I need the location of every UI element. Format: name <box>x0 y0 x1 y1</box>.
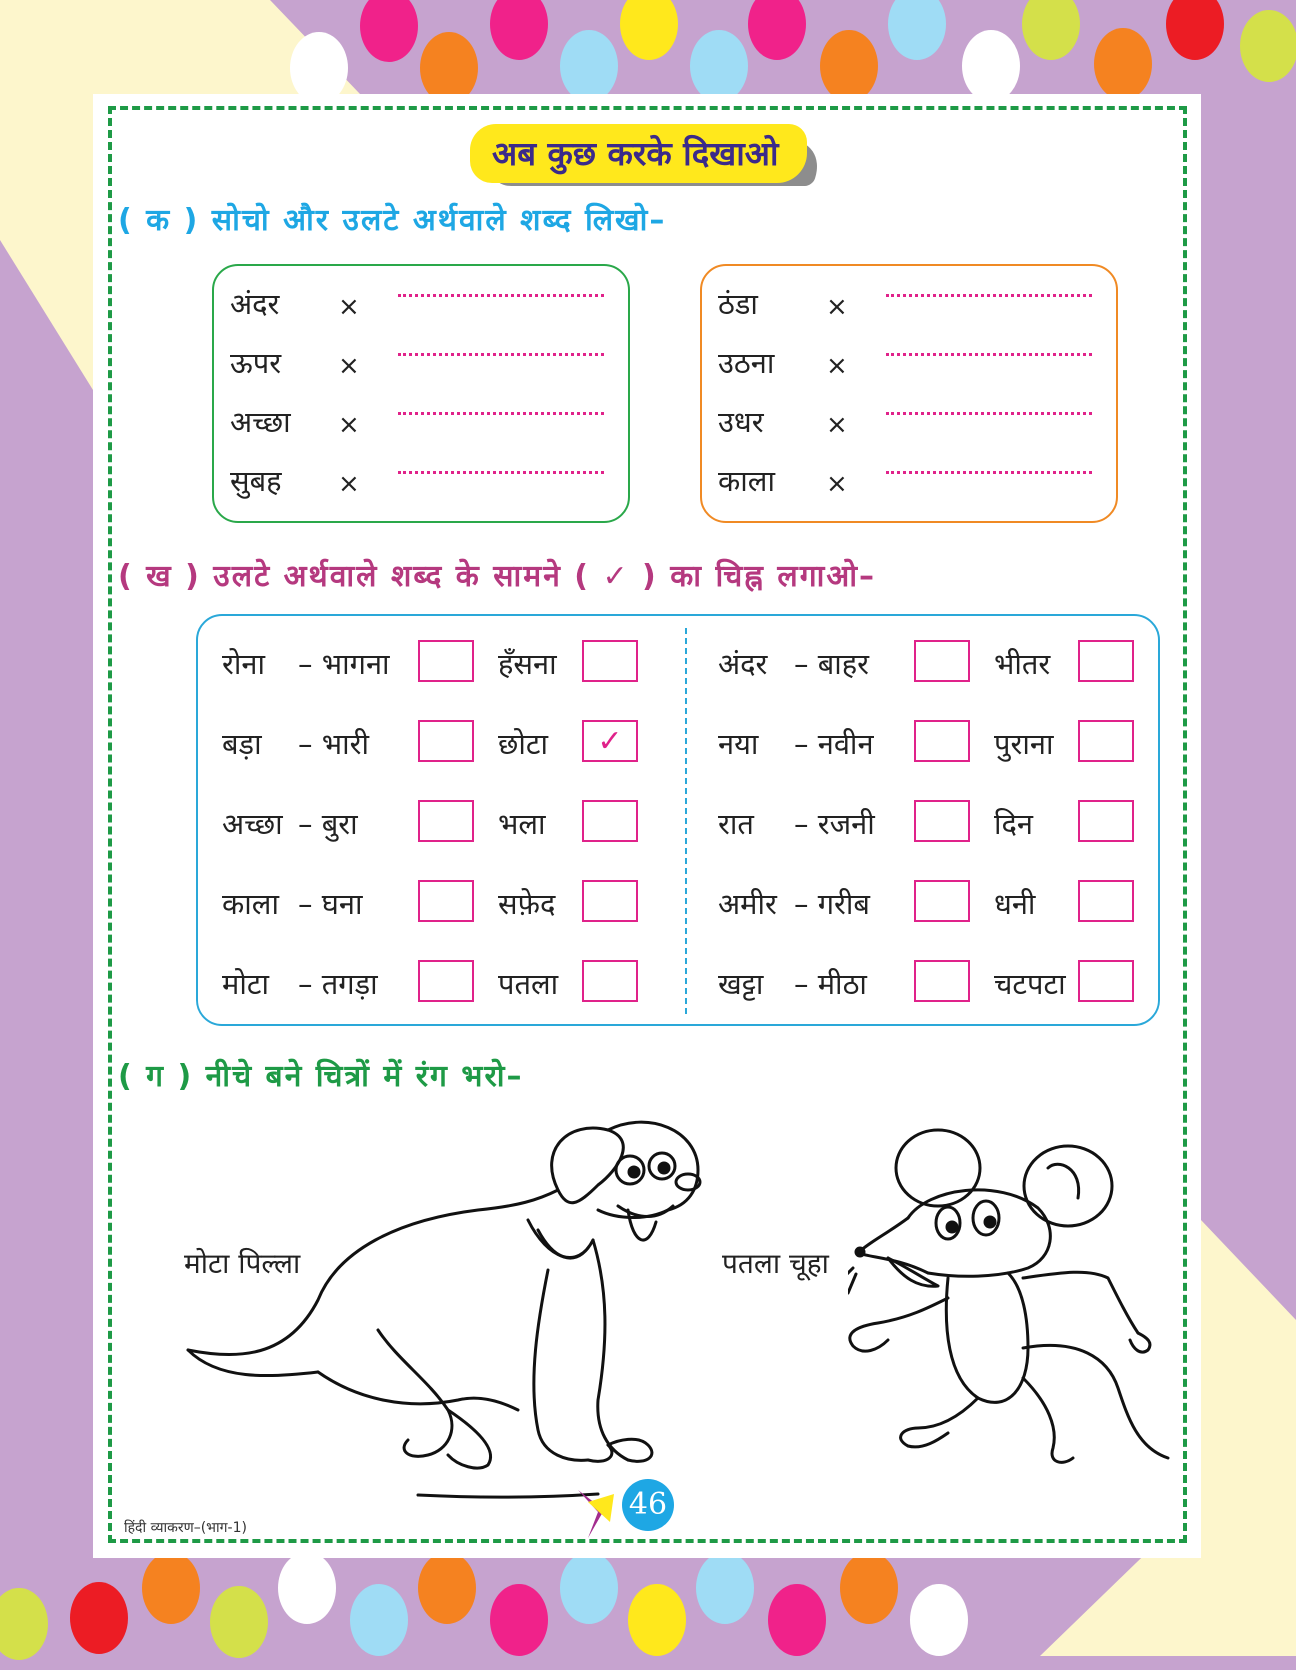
option-2-label: छोटा <box>498 727 548 761</box>
answer-line-right-3[interactable] <box>886 471 1092 474</box>
checkbox-option-1[interactable] <box>914 960 970 1002</box>
word-right-1: उठना <box>718 346 775 380</box>
opposite-symbol: × <box>338 351 360 381</box>
puppy-illustration[interactable] <box>178 1110 718 1510</box>
checkbox-option-2[interactable] <box>1078 640 1134 682</box>
panel-divider <box>685 628 687 1014</box>
word-left-1: ऊपर <box>230 346 282 380</box>
opposite-symbol: × <box>826 410 848 440</box>
page-title: अब कुछ करके दिखाओ <box>470 124 807 183</box>
tick-word-left-3: काला <box>222 887 279 921</box>
opposite-symbol: × <box>826 292 848 322</box>
option-1-label: – भागना <box>298 647 390 681</box>
opposite-symbol: × <box>338 292 360 322</box>
opposite-symbol: × <box>338 469 360 499</box>
opposite-symbol: × <box>338 410 360 440</box>
checkbox-option-1[interactable] <box>914 720 970 762</box>
tick-word-left-1: बड़ा <box>222 727 262 761</box>
opposite-symbol: × <box>826 351 848 381</box>
checkbox-option-2[interactable] <box>1078 880 1134 922</box>
word-left-2: अच्छा <box>230 405 291 439</box>
checkbox-option-1[interactable] <box>418 880 474 922</box>
option-2-label: सफ़ेद <box>498 887 556 921</box>
option-2-label: हँसना <box>498 647 557 681</box>
checkbox-option-1[interactable] <box>418 960 474 1002</box>
section-c-heading: ( ग ) नीचे बने चित्रों में रंग भरो– <box>118 1059 524 1094</box>
tick-word-right-4: खट्टा <box>718 967 764 1001</box>
answer-line-right-2[interactable] <box>886 412 1092 415</box>
option-1-label: – गरीब <box>794 887 870 921</box>
checkbox-option-2[interactable]: ✓ <box>582 720 638 762</box>
word-left-3: सुबह <box>230 464 282 498</box>
answer-line-right-0[interactable] <box>886 294 1092 297</box>
option-2-label: भीतर <box>994 647 1051 681</box>
tick-word-left-0: रोना <box>222 647 265 681</box>
option-2-label: पतला <box>498 967 559 1001</box>
answer-line-left-1[interactable] <box>398 353 604 356</box>
checkbox-option-2[interactable] <box>582 880 638 922</box>
section-a-heading: ( क ) सोचो और उलटे अर्थवाले शब्द लिखो– <box>118 203 667 238</box>
tick-word-right-2: रात <box>718 807 754 841</box>
answer-line-left-2[interactable] <box>398 412 604 415</box>
option-1-label: – बुरा <box>298 807 358 841</box>
checkbox-option-1[interactable] <box>418 640 474 682</box>
option-2-label: भला <box>498 807 546 841</box>
checkbox-option-2[interactable] <box>582 800 638 842</box>
checkbox-option-1[interactable] <box>914 640 970 682</box>
opposite-symbol: × <box>826 469 848 499</box>
page-number: 46 <box>622 1479 674 1531</box>
checkbox-option-1[interactable] <box>914 800 970 842</box>
checkbox-option-2[interactable] <box>1078 800 1134 842</box>
checkbox-option-2[interactable] <box>582 640 638 682</box>
section-b-heading: ( ख ) उलटे अर्थवाले शब्द के सामने ( ✓ ) का चिह्न लगाओ– <box>118 559 877 594</box>
option-1-label: – रजनी <box>794 807 875 841</box>
option-2-label: दिन <box>994 807 1034 841</box>
tick-word-right-0: अंदर <box>718 647 768 681</box>
book-title-footer: हिंदी व्याकरण–(भाग-1) <box>124 1520 247 1536</box>
answer-line-right-1[interactable] <box>886 353 1092 356</box>
bottom-dots-decoration <box>0 1560 1296 1670</box>
option-1-label: – भारी <box>298 727 369 761</box>
answer-line-left-0[interactable] <box>398 294 604 297</box>
caption-right: पतला चूहा <box>722 1247 829 1280</box>
tick-word-left-4: मोटा <box>222 967 269 1001</box>
word-left-0: अंदर <box>230 287 280 321</box>
caption-left: मोटा पिल्ला <box>184 1247 301 1280</box>
title-banner <box>470 124 807 183</box>
checkbox-option-2[interactable] <box>1078 960 1134 1002</box>
option-1-label: – मीठा <box>794 967 867 1001</box>
tick-word-right-3: अमीर <box>718 887 777 921</box>
option-1-label: – घना <box>298 887 363 921</box>
option-2-label: चटपटा <box>994 967 1066 1001</box>
word-right-0: ठंडा <box>718 287 758 321</box>
mouse-illustration[interactable] <box>848 1128 1178 1468</box>
tick-word-left-2: अच्छा <box>222 807 283 841</box>
option-1-label: – नवीन <box>794 727 874 761</box>
answer-line-left-3[interactable] <box>398 471 604 474</box>
checkbox-option-2[interactable] <box>1078 720 1134 762</box>
checkbox-option-1[interactable] <box>418 800 474 842</box>
word-right-3: काला <box>718 464 775 498</box>
checkbox-option-2[interactable] <box>582 960 638 1002</box>
option-2-label: पुराना <box>994 727 1054 761</box>
option-2-label: धनी <box>994 887 1036 921</box>
option-1-label: – तगड़ा <box>298 967 378 1001</box>
checkbox-option-1[interactable] <box>914 880 970 922</box>
option-1-label: – बाहर <box>794 647 870 681</box>
tick-word-right-1: नया <box>718 727 759 761</box>
word-right-2: उधर <box>718 405 764 439</box>
checkbox-option-1[interactable] <box>418 720 474 762</box>
